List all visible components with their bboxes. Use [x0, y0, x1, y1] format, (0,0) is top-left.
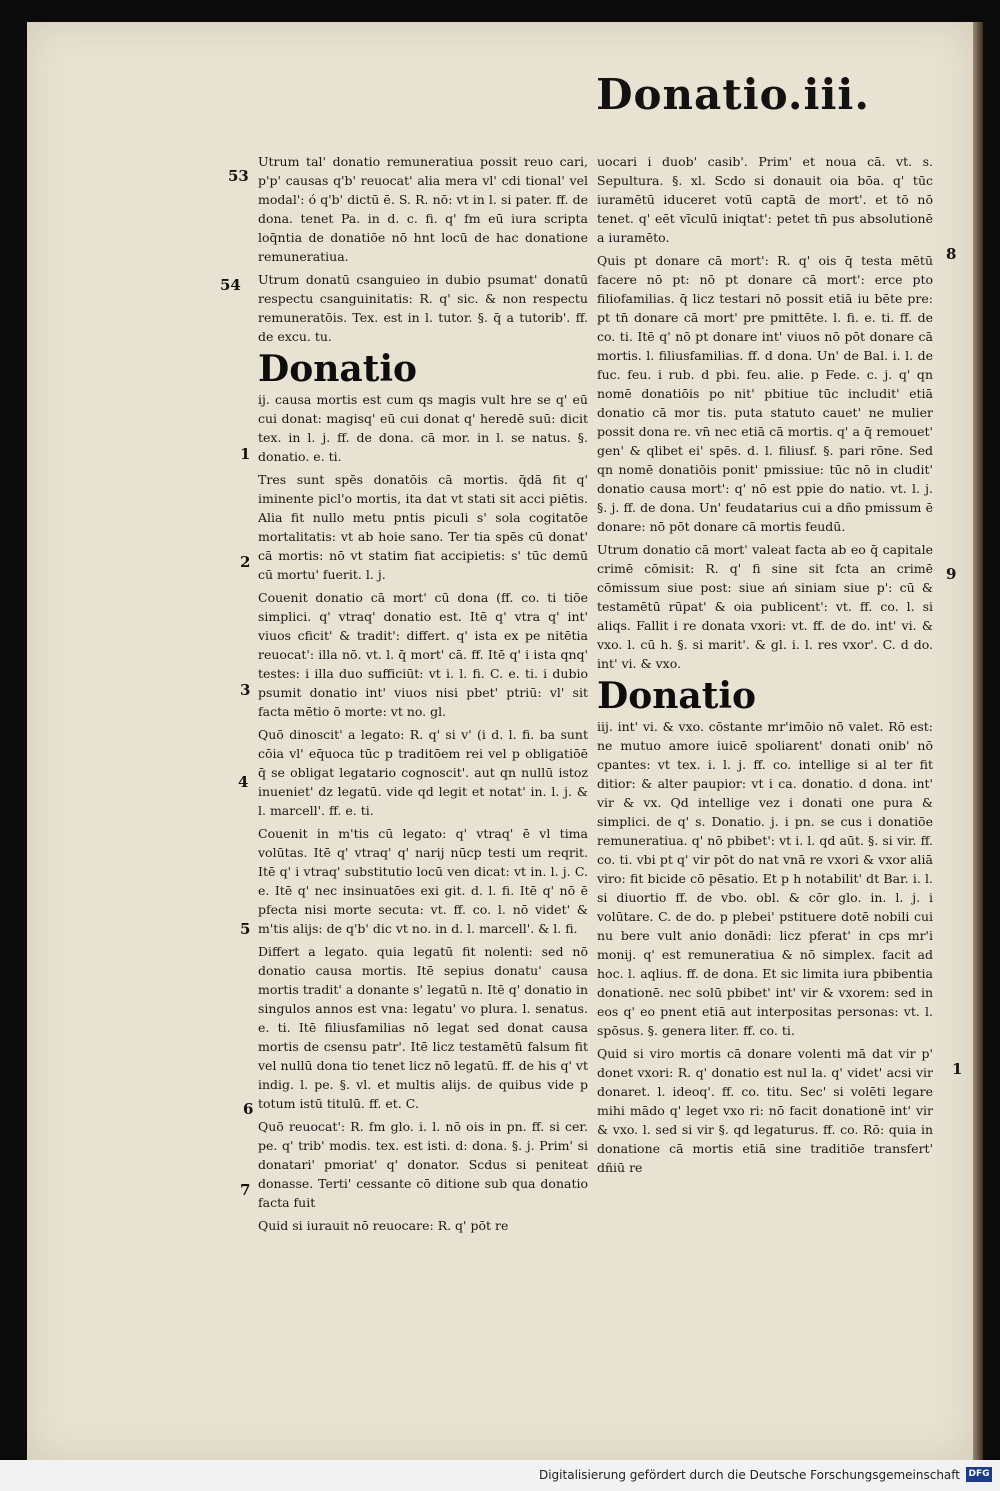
right-column [597, 152, 933, 1181]
paragraph: Quis pt donare cā mort': R. q' ois q̄ testa mētū facere nō pt: nō pt donare cā mort': erce pto filiofamilias. q̄ licz testari nō possit etiā iu bēte pre: pt tn̄ donare cā mort' pre pmittēte. l. fi. e. ti. ff. de co. ti. Itē q' nō pt donare int' viuos nō pōt donare cā mortis. l. filiusfamilias. ff. d dona. Un' de Bal. i. l. de fuc. feu. i rub. d pbi. feu. alie. p Fede. c. j. q' qn nomē donatiōis po nit' pbitiue tūc includit' etiā donatio cā mor tis. puta statuto cauet' ne mulier possit dona re. vn̄ nec etiā cā mortis. q' a q̄ remouet' gen' & qlibet ei' spēs. d. l. filiusf. §. pari rōne. Sed qn nomē donatiōis ponit' pmissiue: tūc nō in cludit' donatio causa mort': q' nō est ppie do natio. vt. l. j. §. j. ff. de dona. Un' feudatarius cui a dño pmissum ē donare: nō pōt donare cā mortis feudū. [597, 253, 933, 534]
paragraph: Tres sunt spēs donatōis cā mortis. q̄dā fit q' iminente picl'o mortis, ita dat vt stati sit acci piētis. Alia fit nullo metu pntis piculi s' sola cogitatōe mortalitatis: vt ab hoie sano. Ter tia spēs cū donat' cā mortis: nō vt statim fiat accipietis: s' tūc demū cū mortu' fuerit. l. j. [258, 472, 588, 582]
margin-number-5: 5 [240, 920, 251, 938]
paragraph: uocari i duob' casib'. Prim' et noua cā. vt. s. Sepultura. §. xl. Scdo si donauit oia bōa. q' tūc iuramētū iduceret votū captā de mort'. et tō nō tenet. q' eēt vīculū iniqtat': petet tn̄ pus absolutionē a iuramēto. [597, 154, 933, 245]
paragraph: iij. int' vi. & vxo. cōstante mr'imōio nō valet. Rō est: ne mutuo amore iuicē spoliarent' donati onib' nō cpantes: vt tex. i. l. j. ff. co. intellige si al ter fit ditior: & alter paupior: vt i ca. donatio. d dona. int' vir & vx. Qd intellige vez i donati one pura & simplici. de q' s. Donatio. j. i pn. se cus i donatiōe remuneratiua. q' nō pbibet': vt i. l. qd aūt. §. si vir. ff. co. ti. vbi pt q' vir pōt do nat vnā re vxori & vxor aliā viro: fit bicide cō pēsatio. Et p h notabilit' dt Bar. i. l. si diuortio ff. de vbo. obl. & cōr glo. in. l. j. i volūtare. C. de do. p plebei' pstituere dotē nobili cui nu bere vult anio donādi: licz pferat' in cps mr'i monij. q' est remuneratiua & nō simplex. facit ad hoc. l. aqlius. ff. de dona. Et sic limita iura pbibentia donationē. nec solū pbibet' int' vir & vxorem: sed in eos q' eo pnent etiā aut interpositas personas: vt. l. spōsus. §. genera liter. ff. co. ti. [597, 719, 933, 1038]
margin-number-53: 53 [228, 167, 249, 185]
paragraph: Quō reuocat': R. fm glo. i. l. nō ois in pn. ff. si cer. pe. q' trib' modis. tex. est isti. d: dona. §. j. Prim' si donatari' pmoriat' q' donator. Scdus si peniteat donasse. Terti' cessante cō ditione sub qua donatio facta fuit [258, 1119, 588, 1210]
margin-number-8: 8 [946, 245, 957, 263]
paragraph: Utrum tal' donatio remuneratiua possit reuo cari, p'p' causas q'b' reuocat' alia mera vl' cdi tional' vel modal': ó q'b' dictū ē. S. R. nō: vt in l. si pater. ff. de dona. tenet Pa. in d. c. fi. q' fm eū iura scripta loq̄ntia de donatiōe nō hnt locū de hac donatione remuneratiua. [258, 154, 588, 264]
dfg-logo: DFG [966, 1467, 992, 1482]
paragraph: Couenit donatio cā mort' cū dona (ff. co. ti tiōe simplici. q' vtraq' donatio est. Itē q' vtra q' int' viuos cficit' & tradit': differt. q' ista ex pe nitētia reuocat': illa nō. vt. l. q̄ mort' cā. ff. Itē q' i ista qnq' testes: i illa duo sufficiūt: vt i. l. fi. C. e. ti. i dubio psumit donatio int' viuos nisi pbet' ptriū: vl' sit facta mētio ō morte: vt no. gl. [258, 590, 588, 719]
section-heading: Donatio [597, 675, 757, 717]
paragraph: ij. causa mortis est cum qs magis vult hre se q' eū cui donat: magisq' eū cui donat q' heredē suū: dicit tex. in l. j. ff. de dona. cā mor. in l. se natus. §. donatio. e. ti. [258, 392, 588, 464]
page-edge [973, 22, 983, 1460]
paragraph: Couenit in m'tis cū legato: q' vtraq' ē vl tima volūtas. Itē q' vtraq' q' narij nūcp testi um reqrit. Itē q' i vtraq' substitutio locū ven dicat: vt in. l. j. C. e. Itē q' nec insinuatōes exi git. d. l. fi. Itē q' nō ē pfecta nisi morte secuta: vt. ff. co. l. nō videt' & m'tis alijs: de q'b' dic vt no. in d. l. marcell'. & l. fi. [258, 826, 588, 936]
margin-number-6: 6 [243, 1100, 254, 1118]
footer-bar [0, 1460, 1000, 1491]
margin-number-4: 4 [238, 773, 249, 791]
paragraph: Utrum donatū csanguieo in dubio psumat' donatū respectu csanguinitatis: R. q' sic. & non respectu remuneratōis. Tex. est in l. tutor. §. q̄ a tutorib'. ff. de excu. tu. [258, 272, 588, 344]
left-column [258, 152, 588, 1239]
margin-number-7: 7 [240, 1181, 251, 1199]
margin-number-3: 3 [240, 681, 251, 699]
paragraph: Differt a legato. quia legatū fit nolenti: sed nō donatio causa mortis. Itē sepius donatu' causa mortis tradit' a donante s' legatū n. Itē q' donatio in singulos annos est vna: legatu' vo plura. l. senatus. e. ti. Itē filiusfamilias nō legat sed donat causa mortis de csensu patr'. Itē licz testamētū falsum fit vel nullū dona tio tenet licz nō legatū. ff. de his q' vt indig. l. pe. §. vl. et multis alijs. de quibus vide p totum istū titulū. ff. et. C. [258, 944, 588, 1111]
margin-number-9: 9 [946, 565, 957, 583]
margin-number-1: 1 [240, 445, 251, 463]
paragraph: Quō dinoscit' a legato: R. q' si v' (i d. l. fi. ba sunt cōia vl' eq̄uoca tūc p traditōem rei vel p obligatiōē q̄ se obligat legatario cognoscit'. aut qn nullū istoz inueniet' dz legatū. vide qd legit et notat' in. l. j. & l. marcell'. ff. e. ti. [258, 727, 588, 818]
footer-credit: Digitalisierung gefördert durch die Deutsche Forschungsgemeinschaft [538, 1468, 960, 1482]
margin-number-1b: 1 [952, 1060, 963, 1078]
margin-number-2: 2 [240, 553, 251, 571]
section-heading: Donatio [258, 348, 418, 390]
paragraph: Utrum donatio cā mort' valeat facta ab eo q̄ capitale crimē cōmisit: R. q' fi sine sit fcta an crimē cōmissum siue post: siue ań siniam siue p': cū & testamētū rūpat' & oia publicent': vt. ff. co. l. si aliqs. Fallit i re donata vxori: vt. ff. de do. int' vi. & vxo. l. cū h. §. si marit'. & gl. i. l. res vxor'. C. d do. int' vi. & vxo. [597, 542, 933, 671]
running-title: Donatio.iii. [596, 70, 870, 119]
paragraph: Quid si iurauit nō reuocare: R. q' pōt re [258, 1218, 509, 1233]
paragraph: Quid si viro mortis cā donare volenti mā dat vir p' donet vxori: R. q' donatio est nul la. q' videt' acsi vir donaret. l. ideoq'. ff. co. titu. Sec' si volēti legare mihi mādo q' leget vxo ri: nō facit donationē int' vir & vxo. l. sed si vir §. qd legaturus. ff. co. Rō: quia in donatione cā mortis etiā sine traditiōe transfert' dñiū re [597, 1046, 933, 1175]
margin-number-54: 54 [220, 276, 241, 294]
